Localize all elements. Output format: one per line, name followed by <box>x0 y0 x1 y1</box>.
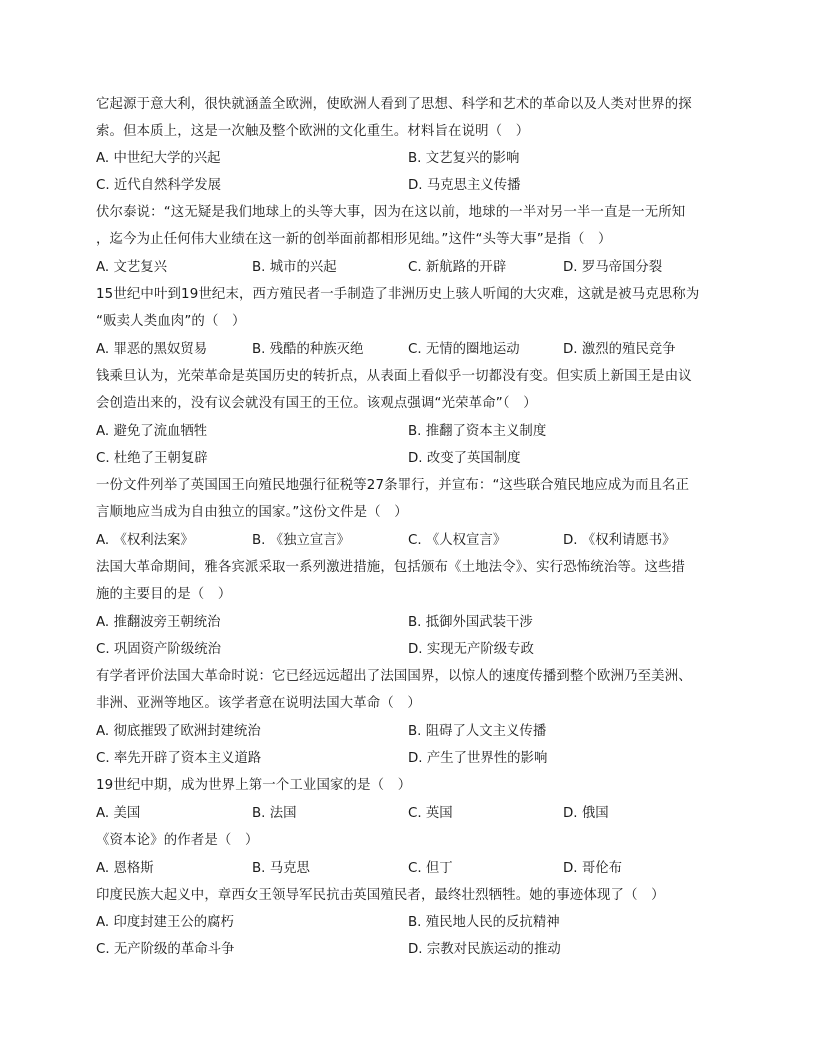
question-stem-line: “贩卖人类血肉”的（ ） <box>96 314 246 329</box>
option-b[interactable]: B. 抵御外国武装干涉 <box>408 615 533 630</box>
option-d[interactable]: D. 俄国 <box>563 806 609 821</box>
question-stem-line: 有学者评价法国大革命时说：它已经远远超出了法国国界，以惊人的速度传播到整个欧洲乃至美洲、 <box>96 669 692 684</box>
option-c[interactable]: C. 率先开辟了资本主义道路 <box>96 751 262 766</box>
option-c[interactable]: C. 英国 <box>408 806 453 821</box>
option-c[interactable]: C. 巩固资产阶级统治 <box>96 642 221 657</box>
option-d[interactable]: D. 马克思主义传播 <box>408 178 521 193</box>
question-stem-line: 索。但本质上，这是一次触及整个欧洲的文化重生。材料旨在说明（ ） <box>96 124 530 139</box>
option-a[interactable]: A. 文艺复兴 <box>96 260 167 275</box>
question-stem-line: ，迄今为止任何伟大业绩在这一新的创举面前都相形见绌。”这件“头等大事”是指（ ） <box>96 232 612 247</box>
option-b[interactable]: B. 《独立宣言》 <box>252 533 351 548</box>
option-d[interactable]: D. 罗马帝国分裂 <box>563 260 663 275</box>
option-d[interactable]: D. 产生了世界性的影响 <box>408 751 548 766</box>
question-stem-line: 法国大革命期间，雅各宾派采取一系列激进措施，包括颁布《土地法令》、实行恐怖统治等。这些措 <box>96 560 686 575</box>
option-d[interactable]: D. 哥伦布 <box>563 861 622 876</box>
option-c[interactable]: C. 新航路的开辟 <box>408 260 507 275</box>
option-d[interactable]: D. 激烈的殖民竞争 <box>563 342 676 357</box>
option-d[interactable]: D. 宗教对民族运动的推动 <box>408 942 561 957</box>
option-a[interactable]: A. 《权利法案》 <box>96 533 194 548</box>
option-d[interactable]: D. 改变了英国制度 <box>408 451 521 466</box>
question-stem-line: 会创造出来的，没有议会就没有国王的王位。该观点强调“光荣革命”（ ） <box>96 396 537 411</box>
option-a[interactable]: A. 避免了流血牺牲 <box>96 424 208 439</box>
option-c[interactable]: C. 但丁 <box>408 861 453 876</box>
question-stem-line: 施的主要目的是（ ） <box>96 587 232 602</box>
option-c[interactable]: C. 近代自然科学发展 <box>96 178 221 193</box>
question-stem-line: 19世纪中期，成为世界上第一个工业国家的是（ ） <box>96 778 412 793</box>
question-stem-line: 非洲、亚洲等地区。该学者意在说明法国大革命（ ） <box>96 696 421 711</box>
option-b[interactable]: B. 推翻了资本主义制度 <box>408 424 547 439</box>
option-b[interactable]: B. 残酷的种族灭绝 <box>252 342 364 357</box>
option-a[interactable]: A. 中世纪大学的兴起 <box>96 151 221 166</box>
option-b[interactable]: B. 文艺复兴的影响 <box>408 151 520 166</box>
option-b[interactable]: B. 阻碍了人文主义传播 <box>408 724 547 739</box>
option-a[interactable]: A. 罪恶的黑奴贸易 <box>96 342 208 357</box>
option-b[interactable]: B. 法国 <box>252 806 297 821</box>
question-stem-line: 《资本论》的作者是（ ） <box>96 833 259 848</box>
question-stem-line: 言顺地应当成为自由独立的国家。”这份文件是（ ） <box>96 505 408 520</box>
option-c[interactable]: C. 杜绝了王朝复辟 <box>96 451 208 466</box>
question-stem-line: 钱乘旦认为，光荣革命是英国历史的转折点，从表面上看似乎一切都没有变。但实质上新国王是由议 <box>96 369 692 384</box>
option-c[interactable]: C. 无产阶级的革命斗争 <box>96 942 235 957</box>
option-a[interactable]: A. 恩格斯 <box>96 861 154 876</box>
option-c[interactable]: C. 《人权宣言》 <box>408 533 507 548</box>
question-stem-line: 伏尔泰说：“这无疑是我们地球上的头等大事，因为在这以前，地球的一半对另一半一直是一无所知 <box>96 205 686 220</box>
option-b[interactable]: B. 马克思 <box>252 861 310 876</box>
question-stem-line: 它起源于意大利，很快就涵盖全欧洲，使欧洲人看到了思想、科学和艺术的革命以及人类对世界的探 <box>96 97 692 112</box>
option-a[interactable]: A. 美国 <box>96 806 141 821</box>
question-stem-line: 一份文件列举了英国国王向殖民地强行征税等27条罪行，并宣布：“这些联合殖民地应成为而且名正 <box>96 478 690 493</box>
option-a[interactable]: A. 彻底摧毁了欧洲封建统治 <box>96 724 261 739</box>
option-b[interactable]: B. 城市的兴起 <box>252 260 337 275</box>
question-stem-line: 15世纪中叶到19世纪末，西方殖民者一手制造了非洲历史上骇人听闻的大灾难，这就是被马克思称为 <box>96 287 700 302</box>
option-d[interactable]: D. 《权利请愿书》 <box>563 533 676 548</box>
option-a[interactable]: A. 推翻波旁王朝统治 <box>96 615 221 630</box>
option-a[interactable]: A. 印度封建王公的腐朽 <box>96 915 234 930</box>
option-c[interactable]: C. 无情的圈地运动 <box>408 342 520 357</box>
option-b[interactable]: B. 殖民地人民的反抗精神 <box>408 915 560 930</box>
option-d[interactable]: D. 实现无产阶级专政 <box>408 642 534 657</box>
question-stem-line: 印度民族大起义中，章西女王领导军民抗击英国殖民者，最终壮烈牺牲。她的事迹体现了（ ） <box>96 888 665 903</box>
